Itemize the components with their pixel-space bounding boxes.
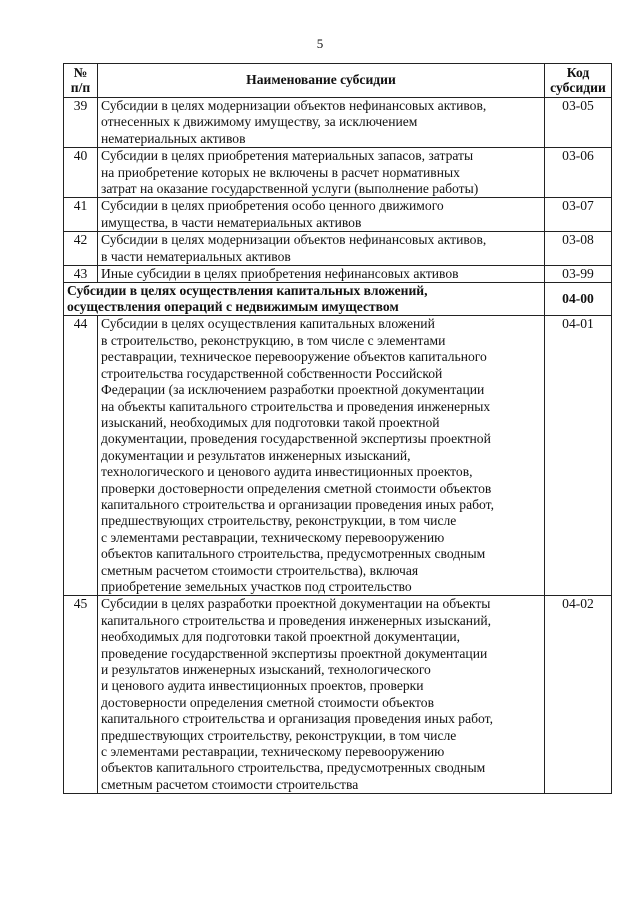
subsidy-name-line: строительства государственной собственности Российской: [101, 365, 443, 381]
subsidy-code: 03-99: [545, 266, 612, 283]
subsidy-name-line: предшествующих строительству, реконструкции, в том числе: [101, 727, 457, 743]
table-row: [64, 198, 612, 232]
row-number: 45: [64, 596, 98, 794]
header-number: [64, 64, 98, 98]
subsidy-name-line: объектов капитального строительства, предусмотренных сводным: [101, 760, 486, 776]
subsidy-name: [98, 596, 545, 794]
section-row: [64, 283, 612, 316]
subsidy-name-line: сметным расчетом стоимости строительства), включая: [101, 562, 419, 578]
row-number: 44: [64, 316, 98, 596]
section-code: 04-00: [545, 283, 612, 316]
subsidy-name-line: и ценового аудита инвестиционных проектов, проверки: [101, 678, 424, 694]
subsidy-name: [98, 148, 545, 198]
subsidy-name-line: в части нематериальных активов: [101, 248, 291, 264]
subsidy-name-line: капитального строительства и организация проведения иных работ,: [101, 711, 493, 727]
header-code-line2: субсидии: [550, 80, 606, 95]
subsidy-name: [98, 316, 545, 596]
row-number: 42: [64, 232, 98, 266]
section-title: [64, 283, 545, 316]
row-number: 40: [64, 148, 98, 198]
subsidy-name-line: Субсидии в целях осуществления капитальных вложений: [101, 316, 435, 332]
row-number: 39: [64, 98, 98, 148]
table-row: [64, 596, 612, 794]
subsidy-name-line: объектов капитального строительства, предусмотренных сводным: [101, 546, 486, 562]
subsidy-name-line: реставрации, техническое перевооружение объектов капитального: [101, 349, 487, 365]
subsidy-name-line: необходимых для подготовки такой проектной документации,: [101, 629, 461, 645]
table-row: [64, 316, 612, 596]
subsidy-name-line: затрат на оказание государственной услуги (выполнение работы): [101, 181, 479, 197]
header-code: [545, 64, 612, 98]
table-row: [64, 266, 612, 283]
subsidy-name-line: Федерации (за исключением разработки проектной документации: [101, 382, 485, 398]
subsidy-name-line: с элементами реставрации, техническому перевооружению: [101, 744, 445, 760]
subsidy-name-line: нематериальных активов: [101, 130, 246, 146]
subsidy-name-line: документации, проведения государственной экспертизы проектной: [101, 431, 491, 447]
row-number: 41: [64, 198, 98, 232]
subsidy-name: [98, 232, 545, 266]
subsidy-name-line: Субсидии в целях приобретения особо ценного движимого: [101, 198, 444, 214]
subsidy-code: 03-06: [545, 148, 612, 198]
subsidy-code: 04-01: [545, 316, 612, 596]
subsidy-name-line: Субсидии в целях приобретения материальных запасов, затраты: [101, 148, 474, 164]
subsidy-name: [98, 266, 545, 283]
subsidy-name-line: Иные субсидии в целях приобретения нефинансовых активов: [101, 266, 459, 282]
table-row: [64, 98, 612, 148]
subsidy-table: [63, 63, 612, 794]
subsidy-name-line: проведение государственной экспертизы проектной документации: [101, 645, 488, 661]
section-title-line: осуществления операций с недвижимым имуществом: [67, 299, 399, 315]
subsidy-name-line: проверки достоверности определения сметной стоимости объектов: [101, 480, 492, 496]
subsidy-code: 03-07: [545, 198, 612, 232]
row-number: 43: [64, 266, 98, 283]
subsidy-code: 03-08: [545, 232, 612, 266]
subsidy-name-line: Субсидии в целях модернизации объектов нефинансовых активов,: [101, 98, 487, 113]
subsidy-name-line: имущества, в части нематериальных активов: [101, 214, 362, 230]
section-title-line: Субсидии в целях осуществления капитальных вложений,: [67, 283, 428, 299]
subsidy-name-line: изысканий, необходимых для подготовки такой проектной: [101, 414, 440, 430]
table-row: [64, 232, 612, 266]
subsidy-name-line: капитального строительства и организации проведения иных работ,: [101, 496, 494, 512]
subsidy-name-line: документации и результатов инженерных изысканий,: [101, 447, 411, 463]
subsidy-name: [98, 98, 545, 148]
subsidy-name-line: на приобретение которых не включены в расчет нормативных: [101, 164, 460, 180]
header-name: Наименование субсидии: [98, 64, 545, 98]
table-body: [64, 98, 612, 794]
table-row: [64, 148, 612, 198]
subsidy-name-line: приобретение земельных участков под строительство: [101, 578, 412, 594]
subsidy-name-line: предшествующих строительству, реконструкции, в том числе: [101, 513, 457, 529]
header-number-line1: №: [73, 65, 88, 80]
subsidy-name-line: капитального строительства и проведения инженерных изысканий,: [101, 612, 492, 628]
subsidy-code: 04-02: [545, 596, 612, 794]
subsidy-name-line: с элементами реставрации, техническому перевооружению: [101, 529, 445, 545]
subsidy-name-line: и результатов инженерных изысканий, технологического: [101, 662, 431, 677]
page-number: 5: [316, 36, 324, 51]
subsidy-name-line: достоверности определения сметной стоимости объектов: [101, 694, 435, 710]
table-header-row: [64, 64, 612, 98]
subsidy-code: 03-05: [545, 98, 612, 148]
subsidy-name-line: Субсидии в целях разработки проектной документации на объекты: [101, 596, 491, 612]
subsidy-name-line: технологического и ценового аудита инвестиционных проектов,: [101, 464, 473, 480]
subsidy-name-line: сметным расчетом стоимости строительства: [101, 776, 359, 792]
subsidy-name-line: отнесенных к движимому имуществу, за исключением: [101, 114, 418, 130]
subsidy-name-line: в строительство, реконструкцию, в том числе с элементами: [101, 332, 446, 348]
subsidy-name: [98, 198, 545, 232]
header-code-line1: Код: [566, 65, 590, 80]
subsidy-name-line: Субсидии в целях модернизации объектов нефинансовых активов,: [101, 232, 487, 248]
header-number-line2: п/п: [70, 80, 91, 95]
subsidy-name-line: на объекты капитального строительства и проведения инженерных: [101, 398, 491, 414]
